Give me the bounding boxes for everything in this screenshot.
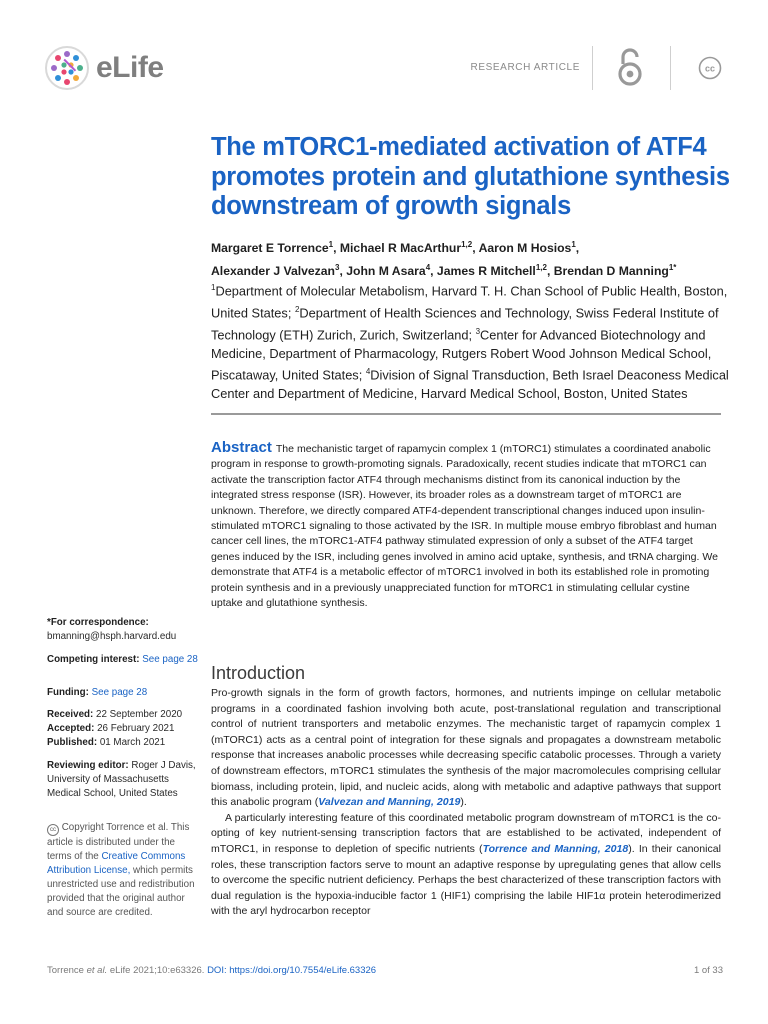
author-line-1: Margaret E Torrence$^1$, Michael R MacArthur$^{1,2}$, Aaron M Hosios$^1$, bbox=[211, 240, 580, 256]
paragraph-text: ). In their canonical roles, these transcription factors serve to mount an adaptive response by upregulating genes that allow cells to overcome the specific nutrient deficiency. Perhaps the best characterized of these transcription factors with dual regulation is the hypoxia-inducible factor 1 (HIF1) comprising the labile HIF1α protein heterodimerized with the aryl hydrocarbon receptor bbox=[211, 842, 721, 918]
author-sup: 4 bbox=[425, 263, 431, 273]
reviewing-editor bbox=[47, 759, 197, 801]
funding-label: Funding: bbox=[47, 687, 89, 698]
copyright-notice bbox=[47, 821, 197, 920]
creative-commons-link[interactable]: Creative Commons Attribution License, bbox=[47, 851, 186, 876]
author-name[interactable]: Brendan D Manning bbox=[553, 264, 669, 279]
affiliation: Center for Advanced Biotechnology and Medicine, Department of Pharmacology, Rutgers Robert Wood Johnson Medical School, Piscataway, United States; bbox=[211, 326, 712, 383]
affil-sup: 1 bbox=[211, 283, 216, 292]
funding bbox=[47, 686, 202, 700]
cc-icon-text: cc bbox=[704, 63, 716, 74]
paragraph bbox=[211, 686, 721, 811]
citation-etal: et al. bbox=[86, 965, 108, 976]
article-title: The mTORC1-mediated activation of ATF4 promotes protein and glutathione synthesis downstream of growth signals bbox=[211, 133, 730, 220]
citation-journal: eLife 2021;10:e63326. bbox=[107, 965, 208, 976]
copyright-text: Copyright Torrence et al. This article is distributed under the terms of the bbox=[47, 822, 190, 862]
funding-link[interactable]: See page 28 bbox=[91, 687, 148, 698]
published-value: 01 March 2021 bbox=[99, 737, 166, 748]
open-access-lock-icon[interactable] bbox=[617, 48, 643, 88]
citation-link[interactable]: Torrence and Manning, 2018 bbox=[482, 842, 629, 855]
article-type-label: RESEARCH ARTICLE bbox=[470, 62, 580, 73]
affiliation: Department of Molecular Metabolism, Harvard T. H. Chan School of Public Health, Boston, United States; bbox=[211, 283, 728, 321]
abstract-text: The mechanistic target of rapamycin complex 1 (mTORC1) stimulates a coordinated anabolic program in response to growth-promoting signals. Paradoxically, recent studies indicate that mTORC1 can activate the transcription factor ATF4 through mechanisms distinct from its canonical induction by the integrated stress response (ISR). However, its broader roles as a downstream target of mTORC1 are unknown. Therefore, we directly compared ATF4-dependent transcriptional changes induced upon insulin-stimulated mTORC1 signaling to those activated by the ISR. In multiple mouse embryo fibroblast and human cancer cell lines, the mTORC1-ATF4 pathway stimulated expression of only a subset of the ATF4 target genes induced by the ISR, including genes involved in amino acid uptake, synthesis, and tRNA charging. We demonstrate that ATF4 is a metabolic effector of mTORC1 involved in both its established role in promoting protein synthesis and in a previously unappreciated function for mTORC1 in stimulating cellular cystine uptake and glutathione synthesis. bbox=[211, 443, 718, 610]
copyright-text-end: which permits unrestricted use and redistribution provided that the original author and source are credited. bbox=[47, 865, 195, 918]
affiliations bbox=[211, 279, 731, 404]
title-divider bbox=[211, 413, 721, 415]
page-footer bbox=[47, 965, 723, 976]
copyright-cc-icon: cc bbox=[47, 824, 59, 836]
author-name[interactable]: Aaron M Hosios bbox=[478, 241, 572, 256]
affil-sup: 3 bbox=[475, 326, 481, 336]
logo-text: eLife bbox=[96, 51, 164, 84]
published-label: Published: bbox=[47, 737, 98, 748]
elife-logo-icon bbox=[44, 45, 90, 91]
competing-link[interactable]: See page 28 bbox=[142, 654, 198, 665]
received-value: 22 September 2020 bbox=[96, 709, 183, 720]
competing-interest bbox=[47, 653, 202, 667]
paragraph-text: A particularly interesting feature of this coordinated metabolic program downstream of mTORC1 is the co-opting of key nutrient-sensing transcription factors that are established to be activated, independent of mTORC1, in response to depletion of specific nutrients ( bbox=[211, 811, 721, 855]
dates-block bbox=[47, 708, 202, 750]
author-name[interactable]: Michael R MacArthur bbox=[339, 241, 462, 256]
elife-logo[interactable] bbox=[44, 44, 164, 92]
affiliation: Division of Signal Transduction, Beth Israel Deaconess Medical Center and Department of Medicine, Harvard Medical School, Boston, United States bbox=[211, 367, 729, 402]
affiliation: Department of Health Sciences and Technology, Swiss Federal Institute of Technology (ETH) Zurich, Zurich, Switzerland; bbox=[211, 305, 719, 342]
citation-link[interactable]: Valvezan and Manning, 2019 bbox=[318, 796, 461, 809]
accepted-label: Accepted: bbox=[47, 723, 95, 734]
competing-label: Competing interest: bbox=[47, 654, 140, 665]
header-divider bbox=[670, 46, 671, 90]
author-list bbox=[211, 235, 741, 281]
paragraph-text: ). bbox=[460, 796, 467, 809]
author-sup: 1,2 bbox=[535, 263, 547, 273]
author-sup: 1,2 bbox=[461, 240, 473, 249]
citation-text: Torrence bbox=[47, 965, 87, 976]
affil-sup: 2 bbox=[294, 304, 300, 314]
paragraph-text: Pro-growth signals in the form of growth factors, hormones, and nutrients impinge on cellular metabolic programs in a coordinated fashion involving both acute, post-translational regulation and transcriptional control of nutrient transporters and metabolic enzymes. The mechanistic target of rapamycin complex 1 (mTORC1) acts as a central point of integration for these signals and propagates a downstream metabolic response that increases anabolic processes while decreasing specific catabolic processes. Through a variety of downstream effectors, mTORC1 stimulates the synthesis of the major macromolecules comprising cellular biomass, including protein, lipid, and nucleic acids, along with metabolic and adaptive pathways that support this anabolic program ( bbox=[211, 687, 721, 809]
author-sup: 3 bbox=[334, 263, 340, 273]
correspondence-label: *For correspondence: bbox=[47, 617, 149, 628]
correspondence-block bbox=[47, 616, 202, 644]
author-name[interactable]: Alexander J Valvezan bbox=[211, 264, 335, 279]
doi-link[interactable]: DOI: https://doi.org/10.7554/eLife.63326 bbox=[207, 965, 377, 976]
affil-sup: 4 bbox=[365, 367, 371, 377]
author-name[interactable]: John M Asara bbox=[346, 264, 426, 279]
editor-value: Roger J Davis, University of Massachusetts Medical School, United States bbox=[47, 760, 196, 799]
correspondence-email[interactable]: bmanning@hsph.harvard.edu bbox=[47, 631, 177, 642]
author-sup: 1 bbox=[571, 240, 576, 249]
introduction-body bbox=[211, 686, 721, 920]
author-name[interactable]: Margaret E Torrence bbox=[211, 241, 329, 256]
author-line-2: Alexander J Valvezan$^3$, John M Asara$^4$, James R Mitchell$^{1,2}$, Brendan D Manning$^{1*}$ bbox=[211, 263, 677, 279]
author-name[interactable]: James R Mitchell bbox=[436, 264, 536, 279]
editor-label: Reviewing editor: bbox=[47, 760, 129, 771]
received-label: Received: bbox=[47, 709, 94, 720]
page-number: 1 of 33 bbox=[693, 965, 723, 976]
author-sup: 1 bbox=[328, 240, 334, 249]
header-divider bbox=[592, 46, 593, 90]
abstract-heading: Abstract bbox=[211, 439, 272, 456]
paragraph bbox=[211, 811, 721, 920]
accepted-value: 26 February 2021 bbox=[97, 723, 175, 734]
abstract bbox=[211, 440, 721, 611]
author-sup: 1* bbox=[668, 263, 677, 273]
creative-commons-icon[interactable] bbox=[698, 56, 722, 80]
introduction-heading: Introduction bbox=[211, 663, 306, 683]
